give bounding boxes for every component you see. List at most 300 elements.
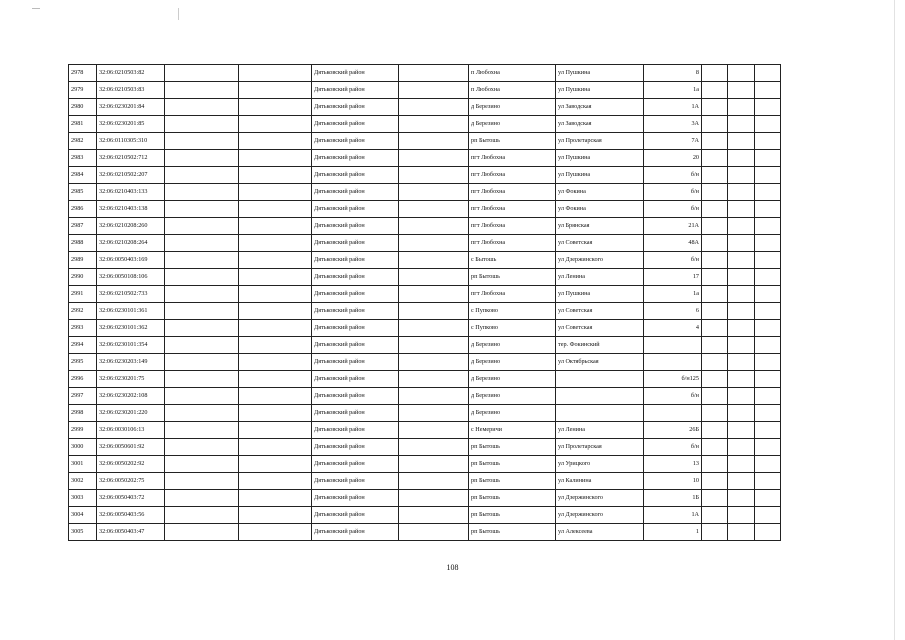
empty-cell [239, 235, 312, 252]
empty-cell [399, 303, 469, 320]
empty-cell [165, 473, 239, 490]
table-row [69, 371, 781, 388]
cadastral-number-cell: 32:06:0210503:82 [97, 65, 165, 82]
table-row [69, 201, 781, 218]
street-cell: ул Октябрьская [556, 354, 644, 371]
cadastral-number-cell: 32:06:0230201:84 [97, 99, 165, 116]
district-cell: Дятьковский район [312, 320, 399, 337]
scan-mark [178, 8, 179, 20]
empty-cell [755, 337, 781, 354]
house-number-cell [644, 405, 702, 422]
empty-cell [399, 456, 469, 473]
empty-cell [755, 167, 781, 184]
settlement-cell: д Березино [469, 116, 556, 133]
table-row [69, 456, 781, 473]
district-cell: Дятьковский район [312, 354, 399, 371]
house-number-cell: 8 [644, 65, 702, 82]
empty-cell [702, 524, 728, 541]
empty-cell [399, 218, 469, 235]
house-number-cell: 1а [644, 286, 702, 303]
settlement-cell: д Березино [469, 388, 556, 405]
empty-cell [165, 337, 239, 354]
settlement-cell: рп Бытошь [469, 473, 556, 490]
empty-cell [165, 116, 239, 133]
settlement-cell: пгт Любохна [469, 235, 556, 252]
row-number-cell: 3005 [69, 524, 97, 541]
row-number-cell: 2982 [69, 133, 97, 150]
empty-cell [165, 286, 239, 303]
district-cell: Дятьковский район [312, 116, 399, 133]
row-number-cell: 2987 [69, 218, 97, 235]
settlement-cell: пгт Любохна [469, 218, 556, 235]
house-number-cell: 4 [644, 320, 702, 337]
empty-cell [399, 473, 469, 490]
settlement-cell: рп Бытошь [469, 133, 556, 150]
house-number-cell: б/н [644, 167, 702, 184]
empty-cell [165, 235, 239, 252]
row-number-cell: 2978 [69, 65, 97, 82]
empty-cell [239, 201, 312, 218]
cadastral-number-cell: 32:06:0210502:712 [97, 150, 165, 167]
empty-cell [399, 405, 469, 422]
row-number-cell: 3000 [69, 439, 97, 456]
house-number-cell: 17 [644, 269, 702, 286]
empty-cell [728, 201, 755, 218]
empty-cell [755, 456, 781, 473]
empty-cell [165, 303, 239, 320]
empty-cell [165, 490, 239, 507]
empty-cell [702, 337, 728, 354]
empty-cell [399, 490, 469, 507]
district-cell: Дятьковский район [312, 388, 399, 405]
empty-cell [165, 371, 239, 388]
empty-cell [728, 65, 755, 82]
table-row [69, 354, 781, 371]
empty-cell [728, 184, 755, 201]
empty-cell [165, 354, 239, 371]
empty-cell [728, 388, 755, 405]
empty-cell [239, 354, 312, 371]
district-cell: Дятьковский район [312, 269, 399, 286]
empty-cell [728, 524, 755, 541]
cadastral-number-cell: 32:06:0210403:133 [97, 184, 165, 201]
empty-cell [702, 354, 728, 371]
empty-cell [728, 405, 755, 422]
settlement-cell: пгт Любохна [469, 201, 556, 218]
cadastral-number-cell: 32:06:0230201:85 [97, 116, 165, 133]
empty-cell [755, 184, 781, 201]
cadastral-number-cell: 32:06:0050403:56 [97, 507, 165, 524]
cadastral-number-cell: 32:06:0050403:169 [97, 252, 165, 269]
street-cell: ул Советская [556, 235, 644, 252]
house-number-cell: 48А [644, 235, 702, 252]
row-number-cell: 2996 [69, 371, 97, 388]
district-cell: Дятьковский район [312, 456, 399, 473]
empty-cell [239, 252, 312, 269]
table-row [69, 439, 781, 456]
empty-cell [728, 269, 755, 286]
street-cell: ул Пролетарская [556, 439, 644, 456]
empty-cell [755, 303, 781, 320]
empty-cell [728, 320, 755, 337]
empty-cell [755, 507, 781, 524]
table-row [69, 286, 781, 303]
cadastral-number-cell: 32:06:0110305:310 [97, 133, 165, 150]
empty-cell [702, 235, 728, 252]
cadastral-number-cell: 32:06:0030106:13 [97, 422, 165, 439]
empty-cell [239, 133, 312, 150]
table-row [69, 405, 781, 422]
row-number-cell: 2998 [69, 405, 97, 422]
row-number-cell: 2997 [69, 388, 97, 405]
row-number-cell: 2980 [69, 99, 97, 116]
table-row [69, 337, 781, 354]
house-number-cell: 1А [644, 507, 702, 524]
empty-cell [702, 507, 728, 524]
settlement-cell: пгт Любохна [469, 150, 556, 167]
empty-cell [239, 65, 312, 82]
empty-cell [239, 405, 312, 422]
empty-cell [239, 99, 312, 116]
empty-cell [755, 235, 781, 252]
street-cell: ул Ленина [556, 269, 644, 286]
district-cell: Дятьковский район [312, 184, 399, 201]
empty-cell [755, 150, 781, 167]
house-number-cell: 20 [644, 150, 702, 167]
district-cell: Дятьковский район [312, 99, 399, 116]
table-row [69, 133, 781, 150]
settlement-cell: рп Бытошь [469, 456, 556, 473]
table-row [69, 235, 781, 252]
empty-cell [239, 422, 312, 439]
empty-cell [728, 167, 755, 184]
table-row [69, 524, 781, 541]
row-number-cell: 2985 [69, 184, 97, 201]
empty-cell [399, 422, 469, 439]
row-number-cell: 2981 [69, 116, 97, 133]
cadastral-number-cell: 32:06:0210502:207 [97, 167, 165, 184]
cadastral-number-cell: 32:06:0230101:354 [97, 337, 165, 354]
empty-cell [239, 473, 312, 490]
row-number-cell: 2983 [69, 150, 97, 167]
cadastral-number-cell: 32:06:0210502:733 [97, 286, 165, 303]
empty-cell [755, 99, 781, 116]
empty-cell [702, 252, 728, 269]
district-cell: Дятьковский район [312, 439, 399, 456]
empty-cell [728, 133, 755, 150]
settlement-cell: с Пупково [469, 320, 556, 337]
district-cell: Дятьковский район [312, 524, 399, 541]
empty-cell [702, 456, 728, 473]
settlement-cell: д Березино [469, 337, 556, 354]
empty-cell [702, 473, 728, 490]
street-cell: ул Советская [556, 320, 644, 337]
row-number-cell: 2989 [69, 252, 97, 269]
empty-cell [239, 286, 312, 303]
empty-cell [399, 150, 469, 167]
cadastral-number-cell: 32:06:0210208:260 [97, 218, 165, 235]
cadastral-number-cell: 32:06:0050202:92 [97, 456, 165, 473]
street-cell [556, 405, 644, 422]
empty-cell [239, 524, 312, 541]
empty-cell [399, 99, 469, 116]
house-number-cell: 1Б [644, 490, 702, 507]
empty-cell [728, 354, 755, 371]
empty-cell [728, 422, 755, 439]
empty-cell [702, 99, 728, 116]
empty-cell [165, 524, 239, 541]
district-cell: Дятьковский район [312, 303, 399, 320]
empty-cell [399, 371, 469, 388]
empty-cell [239, 337, 312, 354]
house-number-cell: б/н125 [644, 371, 702, 388]
district-cell: Дятьковский район [312, 490, 399, 507]
empty-cell [728, 473, 755, 490]
table-row [69, 422, 781, 439]
settlement-cell: рп Бытошь [469, 507, 556, 524]
house-number-cell: 13 [644, 456, 702, 473]
district-cell: Дятьковский район [312, 507, 399, 524]
settlement-cell: пгт Любохна [469, 184, 556, 201]
empty-cell [399, 524, 469, 541]
empty-cell [728, 507, 755, 524]
house-number-cell [644, 354, 702, 371]
settlement-cell: с Бытошь [469, 252, 556, 269]
empty-cell [755, 354, 781, 371]
empty-cell [702, 269, 728, 286]
empty-cell [239, 507, 312, 524]
empty-cell [702, 422, 728, 439]
property-registry-table [68, 64, 781, 541]
cadastral-number-cell: 32:06:0230203:149 [97, 354, 165, 371]
district-cell: Дятьковский район [312, 201, 399, 218]
district-cell: Дятьковский район [312, 252, 399, 269]
empty-cell [755, 116, 781, 133]
house-number-cell: б/н [644, 201, 702, 218]
table-row [69, 252, 781, 269]
table-row [69, 218, 781, 235]
street-cell: ул Дзержинского [556, 490, 644, 507]
settlement-cell: с Пупково [469, 303, 556, 320]
empty-cell [728, 286, 755, 303]
empty-cell [755, 320, 781, 337]
empty-cell [755, 388, 781, 405]
empty-cell [728, 456, 755, 473]
house-number-cell: 1 [644, 524, 702, 541]
street-cell: ул Заводская [556, 116, 644, 133]
empty-cell [239, 456, 312, 473]
row-number-cell: 3001 [69, 456, 97, 473]
empty-cell [399, 116, 469, 133]
empty-cell [239, 116, 312, 133]
street-cell: ул Пушкина [556, 65, 644, 82]
settlement-cell: д Березино [469, 371, 556, 388]
empty-cell [399, 235, 469, 252]
empty-cell [165, 388, 239, 405]
settlement-cell: п Любохна [469, 82, 556, 99]
empty-cell [399, 286, 469, 303]
table-row [69, 269, 781, 286]
empty-cell [728, 116, 755, 133]
empty-cell [702, 133, 728, 150]
empty-cell [165, 133, 239, 150]
district-cell: Дятьковский район [312, 473, 399, 490]
empty-cell [399, 184, 469, 201]
house-number-cell: 1А [644, 99, 702, 116]
empty-cell [165, 201, 239, 218]
empty-cell [239, 269, 312, 286]
empty-cell [755, 286, 781, 303]
empty-cell [702, 405, 728, 422]
house-number-cell: б/н [644, 388, 702, 405]
empty-cell [728, 252, 755, 269]
cadastral-number-cell: 32:06:0230101:361 [97, 303, 165, 320]
empty-cell [702, 388, 728, 405]
table-row [69, 490, 781, 507]
cadastral-number-cell: 32:06:0230201:220 [97, 405, 165, 422]
empty-cell [702, 439, 728, 456]
empty-cell [702, 65, 728, 82]
empty-cell [755, 269, 781, 286]
empty-cell [239, 218, 312, 235]
settlement-cell: с Немеричи [469, 422, 556, 439]
empty-cell [165, 82, 239, 99]
empty-cell [399, 252, 469, 269]
empty-cell [755, 405, 781, 422]
street-cell: ул Ленина [556, 422, 644, 439]
row-number-cell: 2999 [69, 422, 97, 439]
empty-cell [728, 439, 755, 456]
street-cell: тер. Фокинский [556, 337, 644, 354]
district-cell: Дятьковский район [312, 150, 399, 167]
row-number-cell: 2992 [69, 303, 97, 320]
empty-cell [728, 99, 755, 116]
empty-cell [755, 439, 781, 456]
empty-cell [165, 456, 239, 473]
empty-cell [399, 65, 469, 82]
empty-cell [728, 337, 755, 354]
empty-cell [239, 439, 312, 456]
row-number-cell: 3004 [69, 507, 97, 524]
house-number-cell: б/н [644, 439, 702, 456]
house-number-cell: 10 [644, 473, 702, 490]
empty-cell [165, 167, 239, 184]
empty-cell [165, 507, 239, 524]
house-number-cell: 6 [644, 303, 702, 320]
house-number-cell: 26Б [644, 422, 702, 439]
street-cell: ул Заводская [556, 99, 644, 116]
empty-cell [165, 320, 239, 337]
empty-cell [728, 82, 755, 99]
row-number-cell: 2979 [69, 82, 97, 99]
empty-cell [165, 218, 239, 235]
empty-cell [239, 82, 312, 99]
table-row [69, 150, 781, 167]
district-cell: Дятьковский район [312, 235, 399, 252]
row-number-cell: 2991 [69, 286, 97, 303]
empty-cell [399, 337, 469, 354]
district-cell: Дятьковский район [312, 82, 399, 99]
empty-cell [755, 490, 781, 507]
row-number-cell: 2993 [69, 320, 97, 337]
district-cell: Дятьковский район [312, 405, 399, 422]
settlement-cell: д Березино [469, 405, 556, 422]
empty-cell [702, 218, 728, 235]
empty-cell [239, 320, 312, 337]
table-row [69, 388, 781, 405]
district-cell: Дятьковский район [312, 167, 399, 184]
street-cell [556, 388, 644, 405]
street-cell: ул Пролетарская [556, 133, 644, 150]
empty-cell [165, 184, 239, 201]
street-cell: ул Советская [556, 303, 644, 320]
row-number-cell: 2984 [69, 167, 97, 184]
row-number-cell: 3003 [69, 490, 97, 507]
empty-cell [165, 252, 239, 269]
house-number-cell [644, 337, 702, 354]
street-cell: ул Дзержинского [556, 507, 644, 524]
empty-cell [239, 490, 312, 507]
district-cell: Дятьковский район [312, 337, 399, 354]
empty-cell [755, 524, 781, 541]
empty-cell [702, 201, 728, 218]
cadastral-number-cell: 32:06:0210208:264 [97, 235, 165, 252]
cadastral-number-cell: 32:06:0050202:75 [97, 473, 165, 490]
street-cell: ул Дзержинского [556, 252, 644, 269]
street-cell [556, 371, 644, 388]
empty-cell [239, 388, 312, 405]
street-cell: ул Пушкина [556, 150, 644, 167]
settlement-cell: д Березино [469, 99, 556, 116]
empty-cell [239, 303, 312, 320]
empty-cell [755, 371, 781, 388]
settlement-cell: д Березино [469, 354, 556, 371]
settlement-cell: рп Бытошь [469, 524, 556, 541]
table-row [69, 65, 781, 82]
scan-mark [32, 8, 40, 9]
district-cell: Дятьковский район [312, 371, 399, 388]
empty-cell [755, 65, 781, 82]
cadastral-number-cell: 32:06:0050108:106 [97, 269, 165, 286]
cadastral-number-cell: 32:06:0230202:108 [97, 388, 165, 405]
empty-cell [165, 405, 239, 422]
page-edge [894, 0, 895, 640]
empty-cell [702, 320, 728, 337]
district-cell: Дятьковский район [312, 286, 399, 303]
street-cell: ул Пушкина [556, 286, 644, 303]
table-body [69, 65, 781, 541]
empty-cell [728, 490, 755, 507]
row-number-cell: 2994 [69, 337, 97, 354]
district-cell: Дятьковский район [312, 422, 399, 439]
settlement-cell: п Любохна [469, 65, 556, 82]
settlement-cell: рп Бытошь [469, 439, 556, 456]
empty-cell [399, 388, 469, 405]
empty-cell [702, 116, 728, 133]
cadastral-number-cell: 32:06:0230201:75 [97, 371, 165, 388]
empty-cell [728, 371, 755, 388]
table-row [69, 184, 781, 201]
empty-cell [755, 133, 781, 150]
empty-cell [755, 473, 781, 490]
house-number-cell: 3А [644, 116, 702, 133]
empty-cell [702, 150, 728, 167]
row-number-cell: 2988 [69, 235, 97, 252]
street-cell: ул Алексеева [556, 524, 644, 541]
empty-cell [165, 269, 239, 286]
cadastral-number-cell: 32:06:0050403:72 [97, 490, 165, 507]
empty-cell [399, 320, 469, 337]
